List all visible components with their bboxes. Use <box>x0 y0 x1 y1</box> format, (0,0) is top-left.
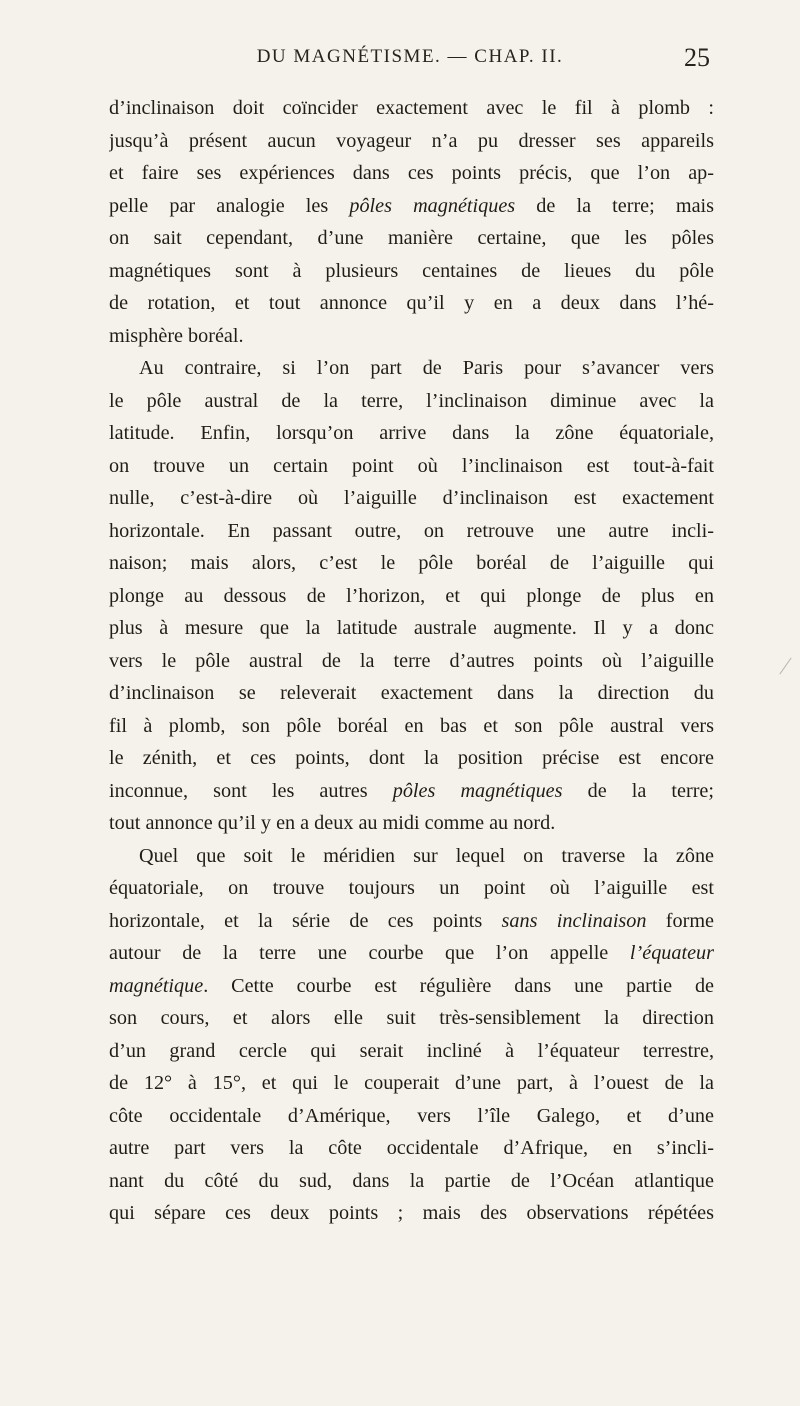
text-line: équatoriale, on trouve toujours un point où l’aiguille est <box>109 877 714 899</box>
text-line <box>109 970 714 1003</box>
text-line: d’un grand cercle qui serait incliné à l’équateur terrestre, <box>109 1039 714 1062</box>
text-line: de rotation, et tout annonce qu’il y en a deux dans l’hé- <box>109 292 714 314</box>
text-line: vers le pôle austral de la terre d’autres points où l’aiguille <box>109 649 714 672</box>
text-line: côte occidentale d’Amérique, vers l’île Galego, et d’une <box>109 1104 714 1127</box>
text-line: horizontale. En passant outre, on retrouve une autre incli- <box>109 519 714 542</box>
page-number: 25 <box>684 43 710 72</box>
text-line: tout annonce qu’il y en a deux au midi comme au nord. <box>109 812 556 834</box>
text-line: on sait cependant, d’une manière certaine, que les pôles <box>109 227 714 249</box>
italic-term: magnétique <box>109 974 204 997</box>
text-line: nulle, c’est-à-dire où l’aiguille d’inclinaison est exactement <box>109 487 714 509</box>
italic-term: l’équateur <box>629 942 714 964</box>
text-run: pelle par analogie les <box>109 194 350 217</box>
text-line <box>109 905 714 938</box>
text-line: de 12° à 15°, et qui le couperait d’une part, à l’ouest de la <box>109 1072 714 1094</box>
running-head <box>110 43 710 80</box>
running-title: DU MAGNÉTISME. — CHAP. II. <box>256 46 564 67</box>
text-line: magnétiques sont à plusieurs centaines de lieues du pôle <box>109 259 714 282</box>
text-line: le pôle austral de la terre, l’inclinaison diminue avec la <box>109 389 714 412</box>
text-line: Au contraire, si l’on part de Paris pour s’avancer vers <box>139 357 714 379</box>
text-line: qui sépare ces deux points ; mais des observations répétées <box>109 1202 714 1224</box>
text-line: Quel que soit le méridien sur lequel on traverse la zône <box>139 844 714 867</box>
text-line <box>109 190 714 223</box>
text-line: latitude. Enfin, lorsqu’on arrive dans la zône équatoriale, <box>109 422 714 444</box>
text-line: le zénith, et ces points, dont la position précise est encore <box>109 747 714 769</box>
text-line: fil à plomb, son pôle boréal en bas et son pôle austral vers <box>109 714 714 737</box>
italic-term: pôles magnétiques <box>392 779 563 802</box>
text-line: d’inclinaison doit coïncider exactement avec le fil à plomb : <box>109 97 714 119</box>
text-run: inconnue, sont les autres <box>109 779 393 802</box>
text-line: jusqu’à présent aucun voyageur n’a pu dresser ses appareils <box>109 129 714 152</box>
text-line: naison; mais alors, c’est le pôle boréal de l’aiguille qui <box>109 552 714 574</box>
text-run: autour de la terre une courbe que l’on appelle <box>109 942 630 964</box>
text-run: de la terre; <box>562 779 714 802</box>
text-line: on trouve un certain point où l’inclinaison est tout-à-fait <box>109 454 714 477</box>
text-line: et faire ses expériences dans ces points précis, que l’on ap- <box>109 162 714 184</box>
italic-term: pôles magnétiques <box>349 194 516 217</box>
text-line <box>109 937 714 970</box>
italic-term: sans inclinaison <box>501 909 647 932</box>
text-line: autre part vers la côte occidentale d’Afrique, en s’incli- <box>109 1137 714 1159</box>
text-run: . Cette courbe est régulière dans une partie de <box>203 974 714 997</box>
text-run: forme <box>646 909 714 932</box>
text-line: misphère boréal. <box>109 324 244 347</box>
text-line <box>109 775 714 808</box>
text-line: plus à mesure que la latitude australe augmente. Il y a donc <box>109 617 714 639</box>
text-line: son cours, et alors elle suit très-sensiblement la direction <box>109 1007 714 1029</box>
margin-mark <box>779 658 791 675</box>
text-line: plonge au dessous de l’horizon, et qui plonge de plus en <box>109 584 714 607</box>
text-run: de la terre; mais <box>515 194 714 217</box>
text-run: horizontale, et la série de ces points <box>109 909 502 932</box>
text-line: nant du côté du sud, dans la partie de l’Océan atlantique <box>109 1169 714 1192</box>
body-text <box>109 92 714 1230</box>
text-line: d’inclinaison se releverait exactement dans la direction du <box>109 682 714 704</box>
